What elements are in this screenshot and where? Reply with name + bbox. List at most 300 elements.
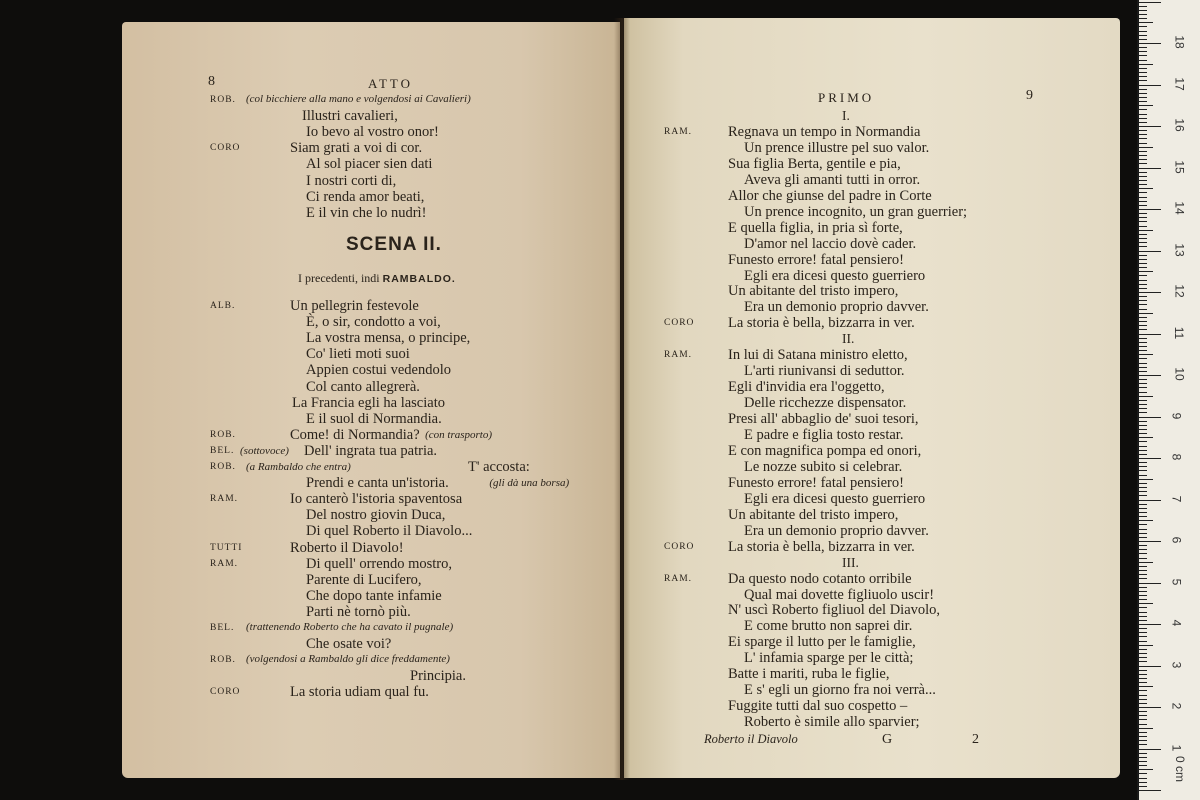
ruler-tick [1139, 773, 1147, 774]
ruler-tick [1139, 184, 1147, 185]
ruler-tick [1139, 417, 1161, 418]
ruler-tick [1139, 217, 1147, 218]
ruler-tick [1139, 192, 1147, 193]
ruler-tick [1139, 109, 1147, 110]
ruler-tick [1139, 26, 1147, 27]
left-page [122, 22, 620, 778]
speaker-name: CORO [210, 687, 241, 698]
verse-line: E il suol di Normandia. [306, 410, 442, 427]
ruler-tick [1139, 329, 1147, 330]
ruler-tick [1139, 620, 1147, 621]
ruler-tick [1139, 234, 1147, 235]
stage-direction: (volgendosi a Rambaldo gli dice freddamente) [246, 653, 450, 666]
ruler-tick [1139, 300, 1147, 301]
verse-line: Parti nè tornò più. [306, 603, 411, 620]
verse-line: L'arti riunivansi di seduttor. [744, 363, 905, 380]
ruler-tick [1139, 358, 1147, 359]
page-number: 9 [1026, 88, 1033, 103]
ruler-tick [1139, 504, 1147, 505]
ruler-tick [1139, 624, 1161, 625]
ruler-tick [1139, 271, 1153, 272]
ruler-tick [1139, 495, 1147, 496]
ruler-tick [1139, 757, 1147, 758]
ruler-tick [1139, 197, 1147, 198]
ruler-tick [1139, 641, 1147, 642]
ruler-tick [1139, 562, 1153, 563]
ruler-number: 8 [1169, 453, 1184, 461]
ruler-tick [1139, 172, 1147, 173]
ruler-tick [1139, 425, 1147, 426]
verse-line: Un abitante del tristo impero, [728, 283, 899, 300]
ruler-tick [1139, 566, 1147, 567]
verse-line: Io canterò l'istoria spaventosa [290, 491, 463, 508]
ruler-tick [1139, 134, 1147, 135]
ruler-tick [1139, 612, 1147, 613]
ruler-tick [1139, 55, 1147, 56]
ruler-tick [1139, 537, 1147, 538]
verse-line: Delle ricchezze dispensator. [744, 395, 907, 412]
ruler-tick [1139, 68, 1147, 69]
verse-line: E padre e figlia tosto restar. [744, 427, 904, 443]
ruler-tick [1139, 599, 1147, 600]
ruler-tick [1139, 105, 1153, 106]
ruler-tick [1139, 255, 1147, 256]
ruler-tick [1139, 89, 1147, 90]
speaker-name: CORO [210, 143, 241, 154]
ruler-tick [1139, 728, 1153, 729]
ruler-tick [1139, 682, 1147, 683]
ruler-tick [1139, 39, 1147, 40]
verse-line: Col canto allegrerà. [306, 378, 420, 395]
ruler-tick [1139, 715, 1147, 716]
ruler-tick [1139, 607, 1147, 608]
ruler-tick [1139, 367, 1147, 368]
right-page [624, 18, 1120, 778]
ruler-tick [1139, 466, 1147, 467]
footer-signature: G [882, 732, 893, 747]
ruler-tick [1139, 603, 1153, 604]
ruler-tick [1139, 350, 1147, 351]
ruler-tick [1139, 280, 1147, 281]
ruler-tick [1139, 753, 1147, 754]
verse-line: Sua figlia Berta, gentile e pia, [728, 155, 901, 172]
verse-line: E quella figlia, in pria sì forte, [728, 219, 903, 236]
ruler-tick [1139, 740, 1147, 741]
verse-line: Appien costui vedendolo [306, 362, 451, 379]
ruler-tick [1139, 6, 1147, 7]
verse-line: Era un demonio proprio davver. [744, 522, 929, 539]
ruler-tick [1139, 470, 1147, 471]
ruler-tick [1139, 114, 1147, 115]
ruler-tick [1139, 678, 1147, 679]
ruler-tick [1139, 545, 1147, 546]
ruler-tick [1139, 479, 1153, 480]
ruler-tick [1139, 553, 1147, 554]
ruler-tick [1139, 703, 1147, 704]
verse-line: Aveva gli amanti tutti in orror. [744, 171, 921, 188]
ruler-tick [1139, 201, 1147, 202]
stage-direction: (trattenendo Roberto che ha cavato il pugnale) [246, 621, 454, 633]
ruler-tick [1139, 790, 1161, 791]
ruler-number: 18 [1172, 35, 1187, 49]
speaker-name: ROB. [210, 462, 236, 472]
ruler-tick [1139, 657, 1147, 658]
ruler-tick [1139, 209, 1161, 210]
ruler-tick [1139, 433, 1147, 434]
ruler-tick [1139, 14, 1147, 15]
ruler-tick [1139, 267, 1147, 268]
ruler-tick [1139, 711, 1147, 712]
ruler-tick [1139, 375, 1161, 376]
ruler-tick [1139, 421, 1147, 422]
ruler-tick [1139, 516, 1147, 517]
verse-line: Di quell' orrendo mostro, [306, 555, 452, 572]
ruler-tick [1139, 122, 1147, 123]
ruler-tick [1139, 80, 1147, 81]
verse-line: La Francia egli ha lasciato [292, 394, 445, 411]
ruler-tick [1139, 761, 1147, 762]
ruler-tick [1139, 379, 1147, 380]
ruler-tick [1139, 707, 1161, 708]
ruler-number: 14 [1172, 201, 1187, 215]
ruler-tick [1139, 512, 1147, 513]
ruler-tick [1139, 549, 1147, 550]
ruler-tick [1139, 43, 1161, 44]
ruler-tick [1139, 288, 1147, 289]
ruler-tick [1139, 317, 1147, 318]
verse-line: Funesto errore! fatal pensiero! [728, 251, 904, 268]
speaker-name: TUTTI [210, 542, 243, 553]
ruler-tick [1139, 251, 1161, 252]
ruler-tick [1139, 238, 1147, 239]
ruler-tick [1139, 325, 1147, 326]
ruler-tick [1139, 529, 1147, 530]
ruler-tick [1139, 76, 1147, 77]
verse-line: Dell' ingrata tua patria. [304, 442, 438, 459]
speaker-name: ROB. [210, 95, 236, 105]
ruler-tick [1139, 533, 1147, 534]
verse-line: Egli era dicesi questo guerriero [744, 490, 926, 507]
ruler-number: 2 [1169, 702, 1184, 710]
verse-line: Roberto è simile allo sparvier; [744, 714, 920, 731]
ruler-tick [1139, 176, 1147, 177]
ruler-tick [1139, 159, 1147, 160]
ruler-tick [1139, 699, 1147, 700]
verse-line: E il vin che lo nudrì! [306, 204, 427, 221]
ruler-tick [1139, 147, 1153, 148]
ruler-unit-label: 0 cm [1173, 755, 1188, 783]
ruler-tick [1139, 221, 1147, 222]
ruler-number: 5 [1169, 578, 1184, 585]
speaker-name: RAM. [210, 558, 239, 569]
ruler-tick [1139, 296, 1147, 297]
verse-line: Siam grati a voi di cor. [290, 140, 423, 157]
ruler-tick [1139, 101, 1147, 102]
ruler-tick [1139, 118, 1147, 119]
scene-title: SCENA II. [346, 234, 442, 255]
verse-line: Funesto errore! fatal pensiero! [728, 474, 904, 491]
verse-line: D'amor nel laccio dovè cader. [744, 235, 917, 252]
ruler-number: 7 [1169, 495, 1184, 502]
ruler-tick [1139, 292, 1161, 293]
verse-line: Prendi e canta un'istoria. [306, 475, 449, 492]
verse-line: E con magnifica pompa ed onori, [728, 442, 922, 459]
verse-line: Un pellegrin festevole [290, 298, 419, 314]
measuring-ruler [1137, 0, 1200, 800]
verse-line: Al sol piacer sien dati [306, 156, 433, 173]
ruler-tick [1139, 591, 1147, 592]
ruler-number: 3 [1169, 661, 1184, 668]
ruler-tick [1139, 188, 1153, 189]
verse-line: Di quel Roberto il Diavolo... [306, 523, 473, 540]
ruler-tick [1139, 724, 1147, 725]
verse-line: Batte i mariti, ruba le figlie, [728, 666, 890, 683]
ruler-tick [1139, 578, 1147, 579]
ruler-tick [1139, 782, 1147, 783]
ruler-tick [1139, 404, 1147, 405]
ruler-tick [1139, 383, 1147, 384]
ruler-tick [1139, 213, 1147, 214]
speaker-name: BEL. [210, 445, 235, 456]
ruler-tick [1139, 587, 1147, 588]
ruler-tick [1139, 163, 1147, 164]
ruler-number: 13 [1172, 242, 1187, 257]
ruler-number: 17 [1172, 76, 1187, 91]
ruler-tick [1139, 263, 1147, 264]
verse-line: Co' lieti moti suoi [306, 346, 410, 363]
ruler-tick [1139, 454, 1147, 455]
scene-intro-character: RAMBALDO. [382, 273, 456, 285]
verse-line: Qual mai dovette figliuolo uscir! [744, 586, 935, 603]
verse-line: Un prence incognito, un gran guerrier; [744, 203, 968, 220]
ruler-tick [1139, 313, 1153, 314]
ruler-tick [1139, 769, 1153, 770]
verse-line: Egli d'invidia era l'oggetto, [728, 379, 885, 396]
verse-line: Del nostro giovin Duca, [306, 507, 446, 524]
speaker-name: ALB. [210, 301, 236, 311]
ruler-tick [1139, 674, 1147, 675]
ruler-tick [1139, 632, 1147, 633]
verse-line: La storia è bella, bizzarra in ver. [728, 315, 915, 332]
ruler-tick [1139, 354, 1153, 355]
ruler-tick [1139, 450, 1147, 451]
verse-line: Le nozze subito si celebrar. [744, 458, 903, 475]
ruler-tick [1139, 396, 1153, 397]
ruler-tick [1139, 690, 1147, 691]
verse-line: Presi all' abbaglio de' suoi tesori, [728, 411, 919, 428]
speaker-name: BEL. [210, 623, 235, 633]
verse-line: Un prence illustre pel suo valor. [744, 139, 930, 156]
verse-line: Parente di Lucifero, [306, 571, 422, 588]
ruler-number: 12 [1172, 284, 1187, 298]
speaker-name: RAM. [664, 126, 693, 137]
ruler-tick [1139, 429, 1147, 430]
ruler-tick [1139, 143, 1147, 144]
ruler-tick [1139, 500, 1161, 501]
ruler-number: 15 [1172, 159, 1187, 174]
ruler-tick [1139, 230, 1153, 231]
ruler-tick [1139, 462, 1147, 463]
ruler-tick [1139, 595, 1147, 596]
verse-line: Roberto il Diavolo! [290, 539, 404, 556]
book-gutter [614, 18, 630, 780]
ruler-tick [1139, 686, 1153, 687]
ruler-tick [1139, 670, 1147, 671]
ruler-tick [1139, 441, 1147, 442]
speaker-name: RAM. [664, 350, 693, 361]
ruler-tick [1139, 475, 1147, 476]
ruler-tick [1139, 487, 1147, 488]
ruler-tick [1139, 35, 1147, 36]
ruler-tick [1139, 304, 1147, 305]
footer-title: Roberto il Diavolo [704, 732, 798, 746]
ruler-tick [1139, 51, 1147, 52]
ruler-tick [1139, 408, 1147, 409]
ruler-tick [1139, 334, 1161, 335]
ruler-tick [1139, 765, 1147, 766]
ruler-tick [1139, 31, 1147, 32]
verse-line: Che dopo tante infamie [306, 587, 442, 604]
ruler-tick [1139, 446, 1147, 447]
verse-line: Ci renda amor beati, [306, 188, 425, 205]
ruler-tick [1139, 246, 1147, 247]
ruler-tick [1139, 387, 1147, 388]
ruler-tick [1139, 636, 1147, 637]
ruler-tick [1139, 570, 1147, 571]
ruler-tick [1139, 126, 1161, 127]
verse-line: Illustri cavalieri, [302, 108, 398, 125]
running-head: PRIMO [818, 90, 875, 105]
ruler-tick [1139, 616, 1147, 617]
ruler-tick [1139, 732, 1147, 733]
ruler-tick [1139, 151, 1147, 152]
ruler-tick [1139, 392, 1147, 393]
ruler-tick [1139, 719, 1147, 720]
ruler-tick [1139, 138, 1147, 139]
ruler-number: 4 [1169, 619, 1184, 627]
ruler-tick [1139, 458, 1161, 459]
verse-line: I nostri corti di, [306, 172, 397, 189]
ruler-tick [1139, 583, 1161, 584]
speaker-name: RAM. [210, 494, 239, 505]
verse-line: Egli era dicesi questo guerriero [744, 267, 926, 284]
verse-line: È, o sir, condotto a voi, [306, 314, 441, 331]
ruler-tick [1139, 645, 1153, 646]
ruler-tick [1139, 628, 1147, 629]
verse-line: L' infamia sparge per le città; [744, 650, 914, 667]
verse-line: La vostra mensa, o principe, [306, 330, 471, 347]
verse-line: Fuggite tutti dal suo cospetto – [728, 698, 908, 715]
ruler-tick [1139, 371, 1147, 372]
ruler-tick [1139, 18, 1147, 19]
verse-line: Come! di Normandia? [290, 426, 420, 443]
ruler-number: 11 [1172, 326, 1187, 339]
stage-direction: (gli dà una borsa) [489, 477, 570, 490]
footer-number: 2 [972, 732, 979, 747]
ruler-tick [1139, 661, 1147, 662]
ruler-number: 6 [1169, 536, 1184, 544]
running-head: ATTO [368, 76, 413, 91]
ruler-tick [1139, 736, 1147, 737]
ruler-tick [1139, 749, 1161, 750]
verse-line: In lui di Satana ministro eletto, [728, 347, 908, 364]
ruler-number: 1 [1169, 744, 1184, 751]
ruler-tick [1139, 85, 1161, 86]
stage-direction: (a Rambaldo che entra) [246, 461, 351, 473]
ruler-tick [1139, 180, 1147, 181]
stanza-numeral: I. [842, 108, 850, 123]
ruler-number: 9 [1169, 412, 1184, 419]
verse-line: Allor che giunse del padre in Corte [728, 187, 932, 204]
ruler-tick [1139, 508, 1147, 509]
verse-line: Regnava un tempo in Normandia [728, 123, 921, 140]
ruler-tick [1139, 574, 1147, 575]
verse-line: Che osate voi? [306, 636, 392, 653]
ruler-tick [1139, 786, 1147, 787]
ruler-tick [1139, 205, 1147, 206]
verse-line: Era un demonio proprio davver. [744, 299, 929, 316]
ruler-tick [1139, 524, 1147, 525]
stage-direction: (con trasporto) [425, 428, 493, 441]
ruler-tick [1139, 653, 1147, 654]
ruler-tick [1139, 284, 1147, 285]
ruler-tick [1139, 168, 1161, 169]
ruler-tick [1139, 72, 1147, 73]
ruler-tick [1139, 412, 1147, 413]
ruler-tick [1139, 342, 1147, 343]
ruler-tick [1139, 226, 1147, 227]
verse-line: E come brutto non saprei dir. [744, 618, 913, 635]
stage-direction: (sottovoce) [240, 444, 289, 457]
page-number: 8 [208, 74, 215, 89]
ruler-tick [1139, 242, 1147, 243]
ruler-tick [1139, 22, 1153, 23]
ruler-tick [1139, 666, 1161, 667]
verse-line: La storia è bella, bizzarra in ver. [728, 538, 915, 555]
ruler-number: 16 [1172, 118, 1187, 132]
speaker-name: CORO [664, 318, 695, 329]
ruler-tick [1139, 275, 1147, 276]
verse-line: Io bevo al vostro onor! [306, 124, 439, 141]
ruler-tick [1139, 437, 1153, 438]
ruler-tick [1139, 155, 1147, 156]
verse-line: N' uscì Roberto figliuol del Diavolo, [728, 602, 941, 619]
ruler-tick [1139, 695, 1147, 696]
ruler-tick [1139, 346, 1147, 347]
verse-line: Da questo nodo cotanto orribile [728, 570, 912, 587]
ruler-tick [1139, 778, 1147, 779]
stage-direction: (col bicchiere alla mano e volgendosi ai Cavalieri) [246, 93, 471, 105]
verse-line: Ei sparge il lutto per le famiglie, [728, 634, 916, 651]
ruler-tick [1139, 520, 1153, 521]
ruler-tick [1139, 2, 1161, 3]
ruler-tick [1139, 47, 1147, 48]
ruler-tick [1139, 400, 1147, 401]
speaker-name: RAM. [664, 573, 693, 584]
verse-line: T' accosta: [468, 459, 530, 475]
ruler-tick [1139, 93, 1147, 94]
ruler-tick [1139, 10, 1147, 11]
ruler-tick [1139, 558, 1147, 559]
ruler-tick [1139, 744, 1147, 745]
speaker-name: ROB. [210, 655, 236, 666]
ruler-tick [1139, 363, 1147, 364]
ruler-number: 10 [1172, 367, 1187, 381]
ruler-tick [1139, 321, 1147, 322]
ruler-tick [1139, 541, 1161, 542]
verse-line: Principia. [410, 668, 466, 685]
stanza-numeral: II. [842, 331, 855, 347]
